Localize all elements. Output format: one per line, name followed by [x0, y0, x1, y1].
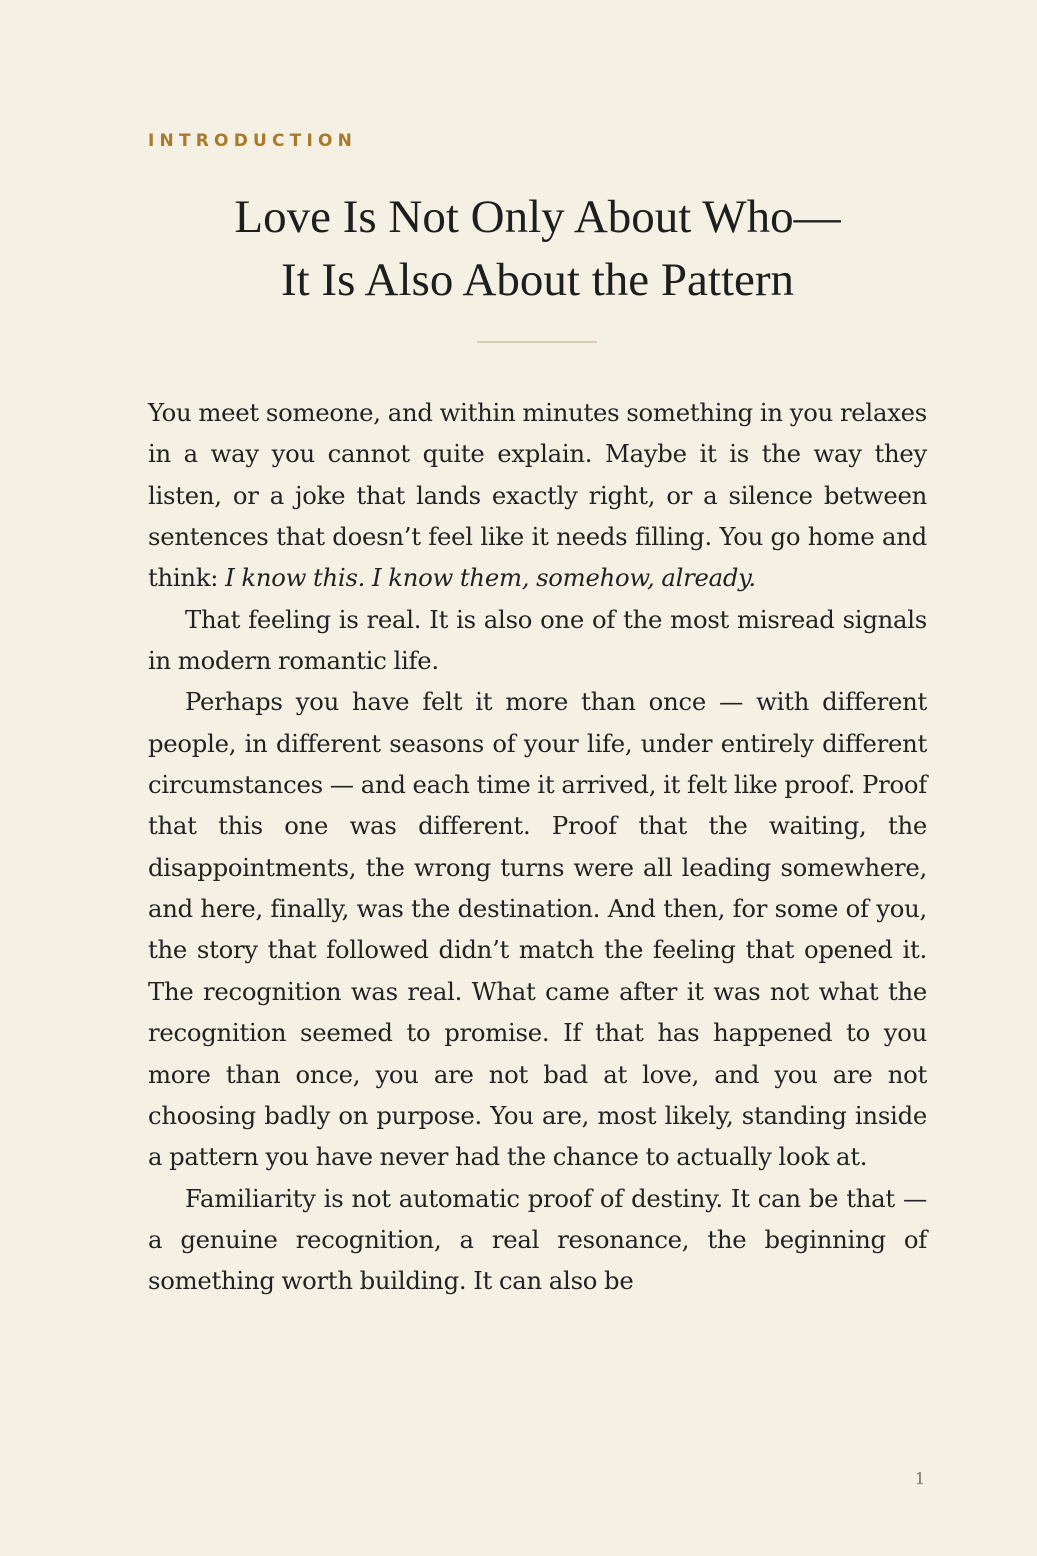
- chapter-label: INTRODUCTION: [148, 131, 358, 151]
- paragraph-1-italic: I know this. I know them, somehow, already.: [225, 563, 756, 593]
- paragraph-1: [148, 392, 927, 599]
- chapter-title: [148, 186, 927, 312]
- chapter-title-line-1: Love Is Not Only About Who—: [234, 191, 841, 243]
- paragraph-1-text: You meet someone, and within minutes something in you relaxes in a way you cannot quite explain. Maybe it is the way they listen, or a joke that lands exactly right, or a silence between sentences that doesn’t feel like it needs filling. You go home and think:: [148, 398, 927, 593]
- chapter-title-line-2: It Is Also About the Pattern: [280, 254, 795, 306]
- body-text: [148, 392, 927, 1302]
- paragraph-3: Perhaps you have felt it more than once — with different people, in different seasons of your life, under entirely different circumstances — and each time it arrived, it felt like proof. Proof that this one was different. Proof that the waiting, the disappointments, the wrong turns were all leading somewhere, and here, finally, was the destination. And then, for some of you, the story that followed didn’t match the feeling that opened it. The recognition was real. What came after it was not what the recognition seemed to promise. If that has happened to you more than once, you are not bad at love, and you are not choosing badly on purpose. You are, most likely, standing inside a pattern you have never had the chance to actually look at.: [148, 687, 927, 1172]
- paragraph-4: Familiarity is not automatic proof of destiny. It can be that — a genuine recognition, a real resonance, the beginning of something worth building. It can also be: [148, 1183, 927, 1296]
- page-number: 1: [914, 1469, 925, 1488]
- paragraph-2: That feeling is real. It is also one of the most misread signals in modern romantic life.: [148, 604, 927, 676]
- title-divider: [477, 341, 597, 343]
